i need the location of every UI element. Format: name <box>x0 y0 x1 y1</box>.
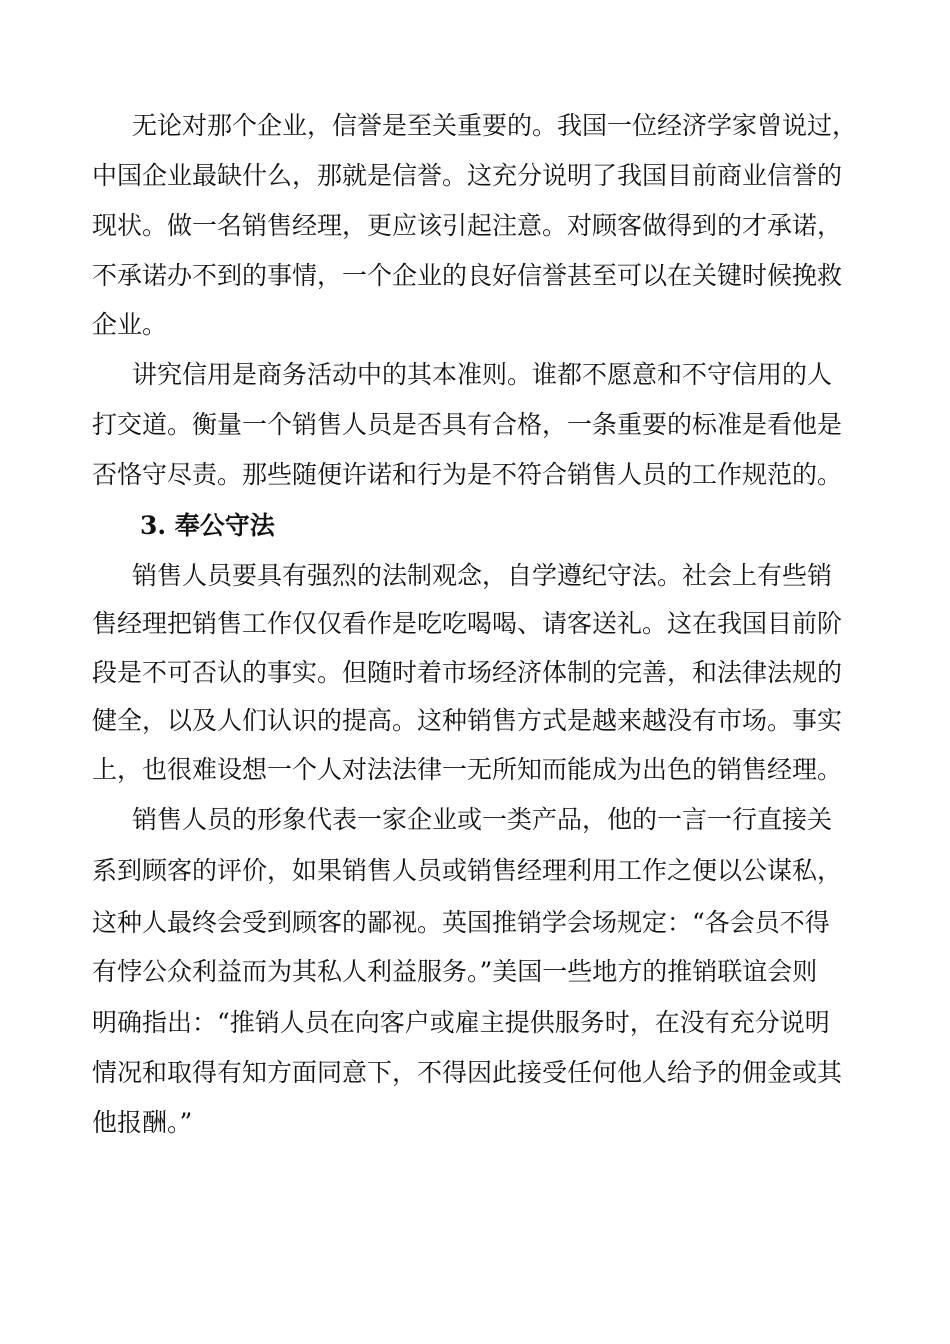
paragraph-1-line-3: 现状。做一名销售经理，更应该引起注意。对顾客做得到的才承诺， <box>92 211 843 240</box>
paragraph-1-line-5: 企业。 <box>92 310 168 339</box>
paragraph-4-line-7: 他报酬。” <box>92 1108 193 1137</box>
paragraph-4-line-1: 销售人员的形象代表一家企业或一类产品，他的一言一行直接关 <box>132 805 833 834</box>
paragraph-4-line-2: 系到顾客的评价，如果销售人员或销售经理利用工作之便以公谋私， <box>92 856 843 885</box>
paragraph-2-line-2: 打交道。衡量一个销售人员是否具有合格，一条重要的标准是看他是 <box>92 410 843 439</box>
paragraph-1-line-4: 不承诺办不到的事情，一个企业的良好信誉甚至可以在关键时候挽救 <box>92 261 843 290</box>
paragraph-3-line-4: 健全，以及人们认识的提高。这种销售方式是越来越没有市场。事实 <box>92 706 843 735</box>
section-heading: 3. 奉公守法 <box>140 511 275 540</box>
paragraph-4-line-6: 情况和取得有知方面同意下，不得因此接受任何他人给予的佣金或其 <box>92 1058 843 1087</box>
paragraph-3-line-2: 售经理把销售工作仅仅看作是吃吃喝喝、请客送礼。这在我国目前阶 <box>92 609 843 638</box>
paragraph-3-line-5: 上，也很难设想一个人对法法律一无所知而能成为出色的销售经理。 <box>92 755 843 784</box>
paragraph-4-line-5: 明确指出：“推销人员在向客户或雇主提供服务时，在没有充分说明 <box>92 1008 830 1037</box>
paragraph-3-line-3: 段是不可否认的事实。但随时着市场经济体制的完善，和法律法规的 <box>92 658 843 687</box>
paragraph-1-line-1: 无论对那个企业，信誉是至关重要的。我国一位经济学家曾说过， <box>132 111 858 140</box>
paragraph-3-line-1: 销售人员要具有强烈的法制观念，自学遵纪守法。社会上有些销 <box>132 561 833 590</box>
paragraph-4-line-3: 这种人最终会受到顾客的鄙视。英国推销学会场规定：“各会员不得 <box>92 908 830 937</box>
paragraph-1-line-2: 中国企业最缺什么，那就是信誉。这充分说明了我国目前商业信誉的 <box>92 161 843 190</box>
paragraph-2-line-3: 否恪守尽责。那些随便许诺和行为是不符合销售人员的工作规范的。 <box>92 460 843 489</box>
paragraph-4-line-4: 有悖公众利益而为其私人利益服务。”美国一些地方的推销联谊会则 <box>92 957 818 986</box>
paragraph-2-line-1: 讲究信用是商务活动中的其本准则。谁都不愿意和不守信用的人 <box>132 360 833 389</box>
